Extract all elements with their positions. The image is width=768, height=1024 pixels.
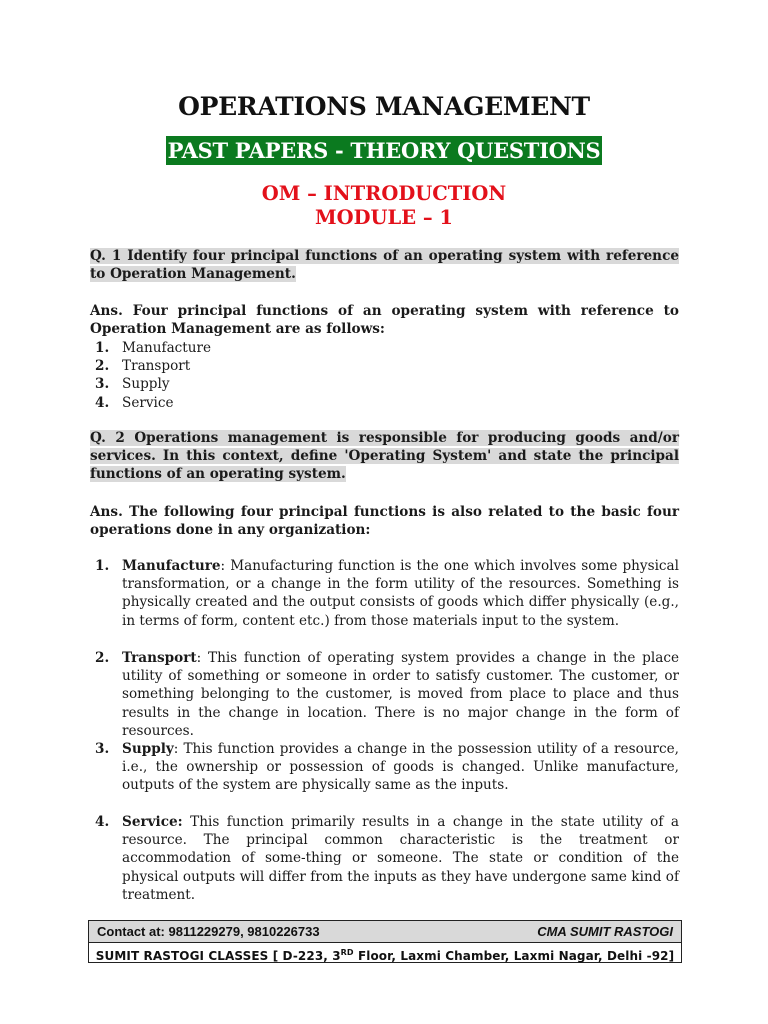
footer-contact-row: [89, 921, 681, 943]
function-item-manufacture: 1. Manufacture: Manufacturing function is the one which involves some physical transformation, or a change in the form utility of the resources. Something is physically created and the output consists of goods which differ physically (e.g., in terms of form, content etc.) from those materials input to the system.: [95, 558, 679, 629]
answer-2-intro: Ans. The following four principal functions is also related to the basic four operations done in any organization:: [90, 504, 679, 539]
function-item-transport: 2. Transport: This function of operating system provides a change in the place utility of something or someone in order to satisfy customer. The customer, or something belonging to the customer, is moved from place to place and thus results in the change in location. There is no major change in the form of resources.: [95, 650, 679, 739]
section-heading: OM – INTRODUCTION: [261, 182, 507, 205]
list-item: 3. Supply: [95, 376, 170, 393]
list-item: 4. Service: [95, 394, 174, 411]
footer-box: [88, 920, 682, 963]
list-item: 2. Transport: [95, 358, 191, 375]
list-item: 1. Manufacture: [95, 340, 212, 356]
question-1-text: Q. 1 Identify four principal functions of an operating system with reference to Operation Management.: [90, 248, 679, 283]
module-heading: MODULE – 1: [315, 206, 453, 229]
function-item-supply: 3. Supply: This function provides a change in the possession utility of a resource, i.e., the ownership or possession of goods is changed. Unlike manufacture, outputs of the system are physically same as the inputs.: [95, 741, 679, 794]
page-title: OPERATIONS MANAGEMENT: [178, 92, 590, 121]
question-1: [90, 247, 679, 283]
answer-1-list: [90, 339, 679, 412]
question-2-text: Q. 2 Operations management is responsible for producing goods and/or services. In this context, define 'Operating System' and state the principal functions of an operating system.: [90, 430, 679, 483]
author-name: CMA SUMIT RASTOGI: [537, 924, 673, 939]
subtitle: PAST PAPERS - THEORY QUESTIONS: [167, 138, 601, 163]
contact-text: Contact at: 9811229279, 9810226733: [97, 924, 320, 939]
subtitle-banner: [0, 136, 768, 165]
function-item-service: 4. Service: This function primarily results in a change in the state utility of a resource. The principal common characteristic is the treatment or accommodation of some-thing or someone. The state or condition of the physical outputs will differ from the inputs as they have undergone same kind of treatment.: [95, 814, 680, 903]
question-2: [90, 429, 679, 484]
footer-address: SUMIT RASTOGI CLASSES [ D-223, 3RD Floor, Laxmi Chamber, Laxmi Nagar, Delhi -92]: [95, 948, 675, 963]
answer-1-intro: Ans. Four principal functions of an operating system with reference to Operation Management are as follows:: [90, 303, 679, 338]
